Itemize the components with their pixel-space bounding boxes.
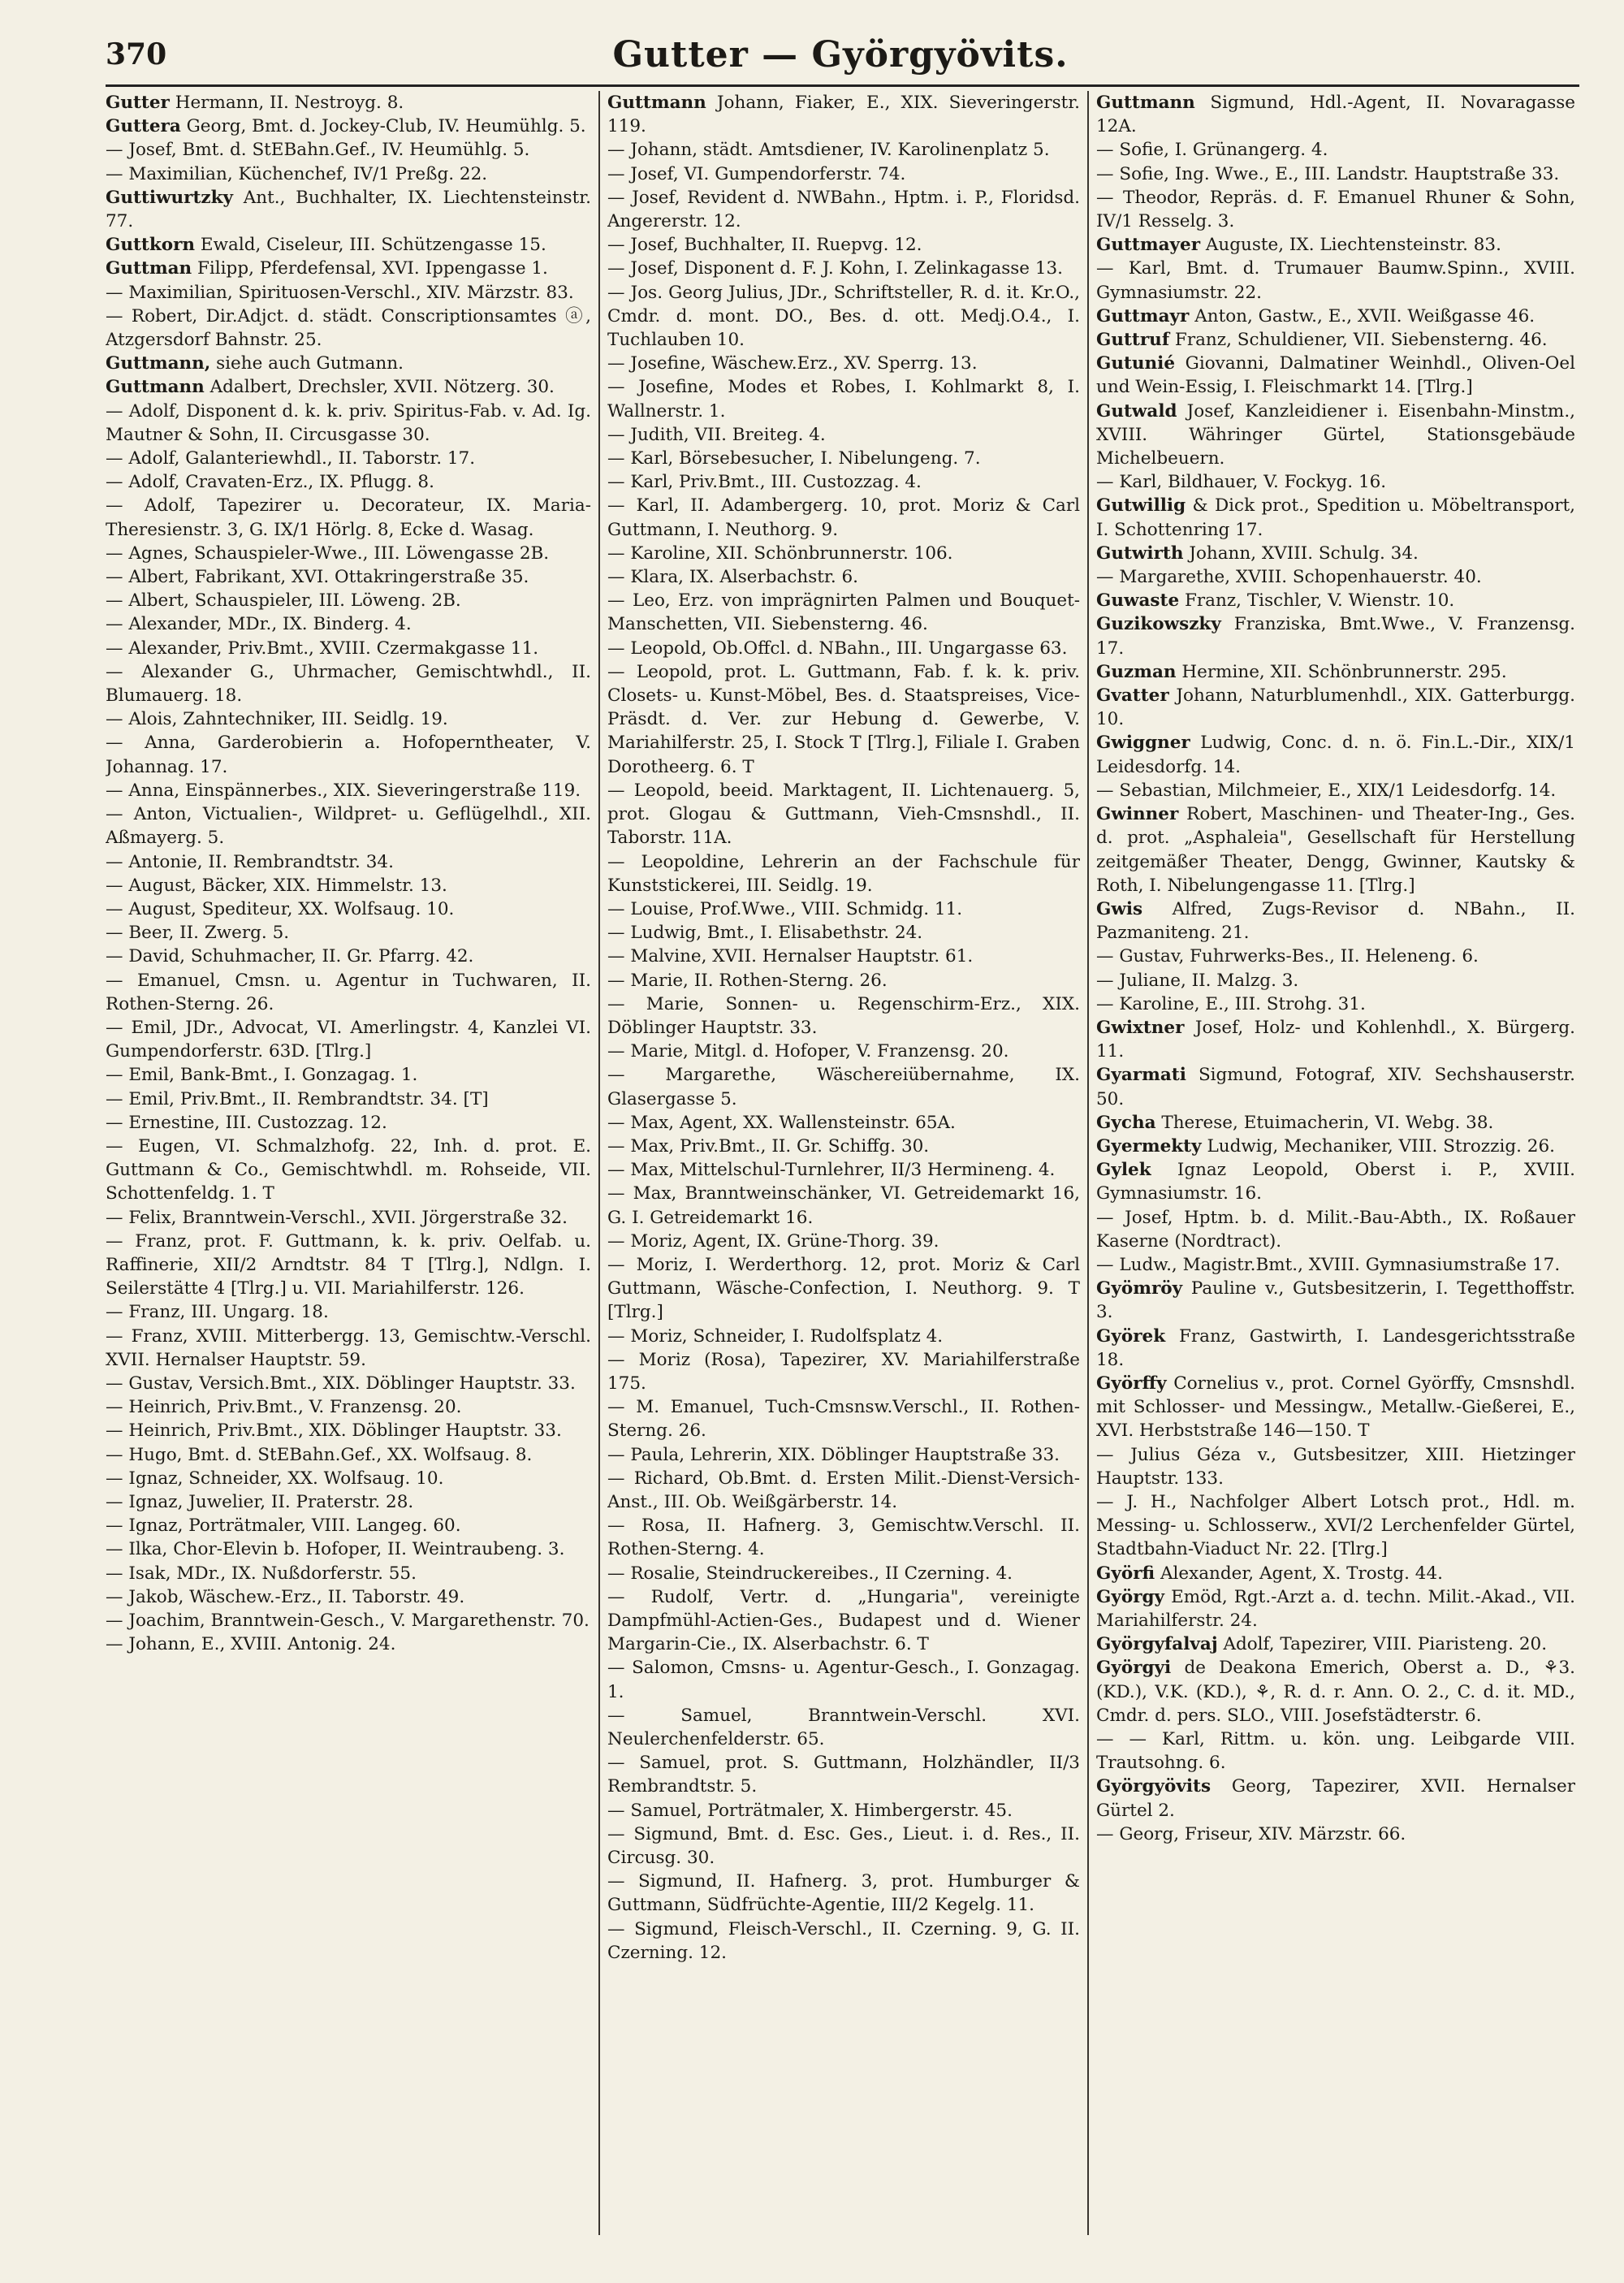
directory-entry: — Karl, Priv.Bmt., III. Custozzag. 4. — [607, 472, 922, 493]
entry-surname: Györgyfalvaj — [1096, 1634, 1218, 1655]
directory-entry: Gutwald Josef, Kanzleidiener i. Eisenbahn-Minstm., XVIII. Währinger Gürtel, Stationsgebäude Michelbeuern. — [1096, 400, 1575, 469]
directory-entry: — Hugo, Bmt. d. StEBahn.Gef., XX. Wolfsaug. 8. — [106, 1444, 533, 1465]
entry-surname: Gyömröy — [1096, 1278, 1183, 1299]
directory-entry: — Heinrich, Priv.Bmt., XIX. Döblinger Hauptstr. 33. — [106, 1420, 562, 1442]
entry-surname: Guttera — [106, 116, 181, 137]
directory-entry: — Klara, IX. Alserbachstr. 6. — [607, 567, 858, 588]
directory-entry: — Max, Mittelschul-Turnlehrer, II/3 Hermineng. 4. — [607, 1160, 1056, 1181]
entry-surname: Gycha — [1096, 1112, 1156, 1133]
directory-entry: — Moriz, I. Werderthorg. 12, prot. Moriz & Carl Guttmann, Wäsche-Confection, I. Neuthorg. 9. T [Tlrg.] — [607, 1254, 1080, 1323]
directory-entry: — Antonie, II. Rembrandtstr. 34. — [106, 851, 394, 872]
entry-surname: Guttmann — [106, 377, 205, 398]
directory-entry: Gycha Therese, Etuimacherin, VI. Webg. 38. — [1096, 1112, 1494, 1133]
directory-entry: Guttiwurtzky Ant., Buchhalter, IX. Liechtensteinstr. 77. — [106, 187, 591, 232]
directory-entry: — August, Bäcker, XIX. Himmelstr. 13. — [106, 875, 447, 896]
directory-entry: — Samuel, prot. S. Guttmann, Holzhändler, II/3 Rembrandtstr. 5. — [607, 1753, 1080, 1797]
entry-surname: Gutwirth — [1096, 543, 1184, 564]
directory-entry: Györgyövits Georg, Tapezirer, XVII. Hernalser Gürtel 2. — [1096, 1776, 1575, 1821]
directory-entry: — Julius Géza v., Gutsbesitzer, XIII. Hietzinger Hauptstr. 133. — [1096, 1444, 1575, 1489]
column-divider — [1087, 91, 1089, 2235]
directory-entry: — Salomon, Cmsns- u. Agentur-Gesch., I. Gonzagag. 1. — [607, 1658, 1080, 1702]
column-divider — [598, 91, 600, 2235]
directory-entry: — Samuel, Branntwein-Verschl. XVI. Neulerchenfelderstr. 65. — [607, 1705, 1080, 1750]
directory-entry: Gwinner Robert, Maschinen- und Theater-Ing., Ges. d. prot. „Asphaleia", Gesellschaft für Herstellung zeitgemäßer Theater, Dengg, Gwinner, Kautsky & Roth, I. Nibelungengasse 11. [Tlrg.] — [1096, 804, 1575, 896]
directory-entry: Guttmann Adalbert, Drechsler, XVII. Nötzerg. 30. — [106, 377, 555, 398]
directory-entry: Gutwirth Johann, XVIII. Schulg. 34. — [1096, 543, 1419, 564]
directory-entry: György Emöd, Rgt.-Arzt a. d. techn. Milit.-Akad., VII. Mariahilferstr. 24. — [1096, 1586, 1575, 1631]
directory-entry: — Karoline, XII. Schönbrunnerstr. 106. — [607, 543, 953, 564]
directory-entry: Gyömröy Pauline v., Gutsbesitzerin, I. Tegetthoffstr. 3. — [1096, 1278, 1575, 1323]
entry-surname: György — [1096, 1586, 1165, 1607]
directory-entry: — Alois, Zahntechniker, III. Seidlg. 19. — [106, 709, 448, 730]
directory-entry: — Anton, Victualien-, Wildpret- u. Geflügelhdl., XII. Aßmayerg. 5. — [106, 804, 591, 849]
directory-entry: — Marie, Mitgl. d. Hofoper, V. Franzensg. 20. — [607, 1041, 1009, 1062]
directory-entry: Gylek Ignaz Leopold, Oberst i. P., XVIII. Gymnasiumstr. 16. — [1096, 1160, 1575, 1204]
directory-entry: — Josefine, Modes et Robes, I. Kohlmarkt 8, I. Wallnerstr. 1. — [607, 377, 1080, 422]
directory-entry: — Adolf, Galanteriewhdl., II. Taborstr. 17. — [106, 448, 476, 469]
directory-entry: — Emil, Bank-Bmt., I. Gonzagag. 1. — [106, 1065, 418, 1086]
directory-entry: — Josef, Disponent d. F. J. Kohn, I. Zelinkagasse 13. — [607, 258, 1064, 279]
entry-surname: Gutwald — [1096, 400, 1177, 422]
entry-surname: Györgyi — [1096, 1658, 1172, 1679]
entry-surname: Gutunié — [1096, 353, 1176, 374]
directory-entry: — Louise, Prof.Wwe., VIII. Schmidg. 11. — [607, 898, 963, 919]
directory-entry: — Sigmund, Fleisch-Verschl., II. Czerning. 9, G. II. Czerning. 12. — [607, 1918, 1080, 1963]
directory-entry: — — Karl, Rittm. u. kön. ung. Leibgarde VIII. Trautsohng. 6. — [1096, 1729, 1575, 1774]
directory-entry: — Anna, Garderobierin a. Hofoperntheater, V. Johannag. 17. — [106, 733, 591, 777]
page-number: 370 — [106, 37, 167, 71]
entry-surname: Györffy — [1096, 1373, 1167, 1394]
directory-entry: Gutter Hermann, II. Nestroyg. 8. — [106, 93, 404, 113]
directory-entry: — Emil, Priv.Bmt., II. Rembrandtstr. 34. [T] — [106, 1088, 489, 1109]
directory-entry: — Georg, Friseur, XIV. Märzstr. 66. — [1096, 1823, 1406, 1844]
entry-surname: Gvatter — [1096, 685, 1169, 707]
directory-entry: — Maximilian, Spirituosen-Verschl., XIV. Märzstr. 83. — [106, 282, 574, 303]
directory-entry: Gutwillig & Dick prot., Spedition u. Möbeltransport, I. Schottenring 17. — [1096, 495, 1575, 540]
directory-entry: — Leopold, prot. L. Guttmann, Fab. f. k. k. priv. Closets- u. Kunst-Möbel, Bes. d. Staatspreises, Vice-Präsdt. d. Ver. zur Hebung d. Gewerbe, V. Mariahilferstr. 25, I. Stock T [Tlrg.], Filiale I. Graben Dorotheerg. 6. T — [607, 661, 1080, 777]
directory-entry: — Sofie, Ing. Wwe., E., III. Landstr. Hauptstraße 33. — [1096, 163, 1560, 184]
directory-entry: — Margarethe, XVIII. Schopenhauerstr. 40. — [1096, 567, 1482, 588]
directory-entry: Guttmann Johann, Fiaker, E., XIX. Sieveringerstr. 119. — [607, 93, 1080, 137]
directory-entry: — August, Spediteur, XX. Wolfsaug. 10. — [106, 898, 455, 919]
directory-entry: — Max, Agent, XX. Wallensteinstr. 65A. — [607, 1112, 956, 1133]
directory-entry: Guttmayr Anton, Gastw., E., XVII. Weißgasse 46. — [1096, 305, 1535, 326]
directory-entry: Györfi Alexander, Agent, X. Trostg. 44. — [1096, 1563, 1443, 1584]
directory-entry: — Ignaz, Porträtmaler, VIII. Langeg. 60. — [106, 1516, 461, 1537]
directory-entry: Gyarmati Sigmund, Fotograf, XIV. Sechshauserstr. 50. — [1096, 1065, 1575, 1109]
entry-surname: Györfi — [1096, 1563, 1155, 1584]
directory-entry: Gutunié Giovanni, Dalmatiner Weinhdl., Oliven-Oel und Wein-Essig, I. Fleischmarkt 14. [Tlrg.] — [1096, 353, 1575, 398]
directory-entry: — Albert, Schauspieler, III. Löweng. 2B. — [106, 590, 461, 612]
directory-entry: — Johann, städt. Amtsdiener, IV. Karolinenplatz 5. — [607, 140, 1050, 161]
directory-entry: — Theodor, Repräs. d. F. Emanuel Rhuner & Sohn, IV/1 Resselg. 3. — [1096, 187, 1575, 232]
directory-entry: — Samuel, Porträtmaler, X. Himbergerstr. 45. — [607, 1800, 1013, 1821]
entry-surname: Gyarmati — [1096, 1065, 1186, 1086]
entry-surname: Guttmann — [607, 93, 706, 113]
directory-entry: Guwaste Franz, Tischler, V. Wienstr. 10. — [1096, 590, 1455, 612]
entry-surname: Guzikowszky — [1096, 614, 1221, 635]
directory-entry: — Heinrich, Priv.Bmt., V. Franzensg. 20. — [106, 1397, 462, 1418]
directory-entry: — Ignaz, Schneider, XX. Wolfsaug. 10. — [106, 1468, 444, 1489]
directory-entry: — Ignaz, Juwelier, II. Praterstr. 28. — [106, 1491, 414, 1512]
directory-entry: — David, Schuhmacher, II. Gr. Pfarrg. 42. — [106, 946, 474, 967]
directory-entry: — Ernestine, III. Custozzag. 12. — [106, 1112, 387, 1133]
directory-entry: — Adolf, Tapezirer u. Decorateur, IX. Maria-Theresienstr. 3, G. IX/1 Hörlg. 8, Ecke d. Wasag. — [106, 495, 591, 540]
directory-entry: — Ilka, Chor-Elevin b. Hofoper, II. Weintraubeng. 3. — [106, 1539, 565, 1560]
entry-surname: Guttiwurtzky — [106, 187, 234, 208]
directory-entry: — J. H., Nachfolger Albert Lotsch prot., Hdl. m. Messing- u. Schlosserw., XVI/2 Lerchenfelder Gürtel, Stadtbahn-Viaduct Nr. 22. [Tlrg.] — [1096, 1491, 1575, 1560]
directory-entry: — Sigmund, Bmt. d. Esc. Ges., Lieut. i. d. Res., II. Circusg. 30. — [607, 1823, 1080, 1869]
directory-entry: — Marie, II. Rothen-Sterng. 26. — [607, 970, 888, 991]
directory-entry: Gyermekty Ludwig, Mechaniker, VIII. Strozzig. 26. — [1096, 1135, 1555, 1157]
directory-entry: Guzikowszky Franziska, Bmt.Wwe., V. Franzensg. 17. — [1096, 614, 1575, 659]
directory-entry: — Josefine, Wäschew.Erz., XV. Sperrg. 13. — [607, 353, 978, 374]
entry-surname: Guttmann, — [106, 353, 211, 374]
directory-entry: Guttkorn Ewald, Ciseleur, III. Schützengasse 15. — [106, 235, 546, 256]
directory-entry: — Josef, Revident d. NWBahn., Hptm. i. P., Floridsd. Angererstr. 12. — [607, 187, 1080, 232]
directory-entry: — Sofie, I. Grünangerg. 4. — [1096, 140, 1328, 161]
entry-surname: Guwaste — [1096, 590, 1180, 612]
directory-entry: — Moriz (Rosa), Tapezirer, XV. Mariahilferstraße 175. — [607, 1349, 1080, 1394]
directory-entry: — Franz, III. Ungarg. 18. — [106, 1302, 329, 1323]
directory-entry: — Sigmund, II. Hafnerg. 3, prot. Humburger & Guttmann, Südfrüchte-Agentie, III/2 Kegelg. 11. — [607, 1871, 1080, 1916]
entry-surname: Györgyövits — [1096, 1776, 1212, 1797]
directory-entry: — Franz, prot. F. Guttmann, k. k. priv. Oelfab. u. Raffinerie, XII/2 Arndtstr. 84 T [Tlrg.], Ndlgn. I. Seilerstätte 4 [Tlrg.] u. VII. Mariahilferstr. 126. — [106, 1230, 591, 1299]
directory-entry: — Joachim, Branntwein-Gesch., V. Margarethenstr. 70. — [106, 1611, 590, 1631]
directory-entry: Györffy Cornelius v., prot. Cornel Györffy, Cmsnshdl. mit Schlosser- und Messingw., Metallw.-Gießerei, E., XVI. Herbststraße 146—150. T — [1096, 1373, 1575, 1442]
directory-entry: — Agnes, Schauspieler-Wwe., III. Löwengasse 2B. — [106, 543, 550, 564]
directory-entry: — Eugen, VI. Schmalzhofg. 22, Inh. d. prot. E. Guttmann & Co., Gemischtwhdl. m. Rohseide, VII. Schottenfeldg. 1. T — [106, 1135, 591, 1204]
directory-entry: Guttera Georg, Bmt. d. Jockey-Club, IV. Heumühlg. 5. — [106, 116, 586, 137]
directory-entry: — Karoline, E., III. Strohg. 31. — [1096, 993, 1366, 1014]
directory-entry: — Leo, Erz. von imprägnirten Palmen und Bouquet-Manschetten, VII. Siebensterng. 46. — [607, 590, 1080, 635]
directory-entry: — Sebastian, Milchmeier, E., XIX/1 Leidesdorfg. 14. — [1096, 780, 1557, 801]
directory-entry: — Adolf, Disponent d. k. k. priv. Spiritus-Fab. v. Ad. Ig. Mautner & Sohn, II. Circusgasse 30. — [106, 400, 591, 445]
directory-entry: — Alexander, MDr., IX. Binderg. 4. — [106, 614, 412, 635]
directory-entry: — Max, Priv.Bmt., II. Gr. Schiffg. 30. — [607, 1135, 930, 1157]
page-header — [106, 34, 1575, 80]
directory-entry: Guzman Hermine, XII. Schönbrunnerstr. 295. — [1096, 661, 1507, 682]
directory-entry: — Margarethe, Wäschereiübernahme, IX. Glasergasse 5. — [607, 1065, 1080, 1109]
directory-entry: — Paula, Lehrerin, XIX. Döblinger Hauptstraße 33. — [607, 1444, 1060, 1465]
entry-surname: Guttmayr — [1096, 305, 1190, 326]
directory-entry: Guttmann Sigmund, Hdl.-Agent, II. Novaragasse 12A. — [1096, 93, 1575, 137]
directory-entry: — Rosa, II. Hafnerg. 3, Gemischtw.Verschl. II. Rothen-Sterng. 4. — [607, 1516, 1080, 1560]
entry-surname: Guttruf — [1096, 330, 1170, 351]
directory-entry: — Emil, JDr., Advocat, VI. Amerlingstr. 4, Kanzlei VI. Gumpendorferstr. 63D. [Tlrg.] — [106, 1017, 591, 1062]
directory-entry: — Gustav, Fuhrwerks-Bes., II. Heleneng. 6. — [1096, 946, 1479, 967]
entry-surname: Guttman — [106, 258, 192, 279]
column-left — [106, 91, 591, 2235]
directory-entry: — Felix, Branntwein-Verschl., XVII. Jörgerstraße 32. — [106, 1207, 568, 1228]
directory-entry: — Ludwig, Bmt., I. Elisabethstr. 24. — [607, 923, 923, 944]
directory-entry: — Karl, Bildhauer, V. Fockyg. 16. — [1096, 472, 1387, 493]
page-title: Gutter — Györgyövits. — [612, 34, 1069, 76]
directory-entry: — Josef, Bmt. d. StEBahn.Gef., IV. Heumühlg. 5. — [106, 140, 530, 161]
directory-entry: — Rosalie, Steindruckereibes., II Czerning. 4. — [607, 1563, 1013, 1584]
entry-surname: Gyermekty — [1096, 1135, 1202, 1157]
directory-entry: — Moriz, Agent, IX. Grüne-Thorg. 39. — [607, 1230, 939, 1252]
directory-entry: — Karl, Bmt. d. Trumauer Baumw.Spinn., XVIII. Gymnasiumstr. 22. — [1096, 258, 1575, 303]
directory-entry: — Richard, Ob.Bmt. d. Ersten Milit.-Dienst-Versich-Anst., III. Ob. Weißgärberstr. 14. — [607, 1468, 1080, 1512]
entry-surname: Guttmann — [1096, 93, 1195, 113]
directory-entry: Györek Franz, Gastwirth, I. Landesgerichtsstraße 18. — [1096, 1325, 1575, 1370]
entry-surname: Györek — [1096, 1325, 1166, 1347]
directory-entry: — Albert, Fabrikant, XVI. Ottakringerstraße 35. — [106, 567, 529, 588]
directory-entry: — Emanuel, Cmsn. u. Agentur in Tuchwaren, II. Rothen-Sterng. 26. — [106, 970, 591, 1014]
directory-entry: — Johann, E., XVIII. Antonig. 24. — [106, 1634, 396, 1655]
column-right — [1096, 91, 1575, 2235]
directory-entry: Guttmayer Auguste, IX. Liechtensteinstr. 83. — [1096, 235, 1501, 256]
directory-entry: — Adolf, Cravaten-Erz., IX. Pflugg. 8. — [106, 472, 434, 493]
entry-surname: Gutwillig — [1096, 495, 1186, 517]
directory-entry: Gvatter Johann, Naturblumenhdl., XIX. Gatterburgg. 10. — [1096, 685, 1575, 730]
directory-entry: Györgyfalvaj Adolf, Tapezirer, VIII. Piaristeng. 20. — [1096, 1634, 1548, 1655]
directory-entry: Gwis Alfred, Zugs-Revisor d. NBahn., II. Pazmaniteng. 21. — [1096, 898, 1575, 944]
directory-entry: — Isak, MDr., IX. Nußdorferstr. 55. — [106, 1563, 417, 1584]
directory-entry: — Max, Branntweinschänker, VI. Getreidemarkt 16, G. I. Getreidemarkt 16. — [607, 1183, 1080, 1228]
directory-entry: Guttman Filipp, Pferdefensal, XVI. Ippengasse 1. — [106, 258, 548, 279]
directory-entry: — Rudolf, Vertr. d. „Hungaria", vereinigte Dampfmühl-Actien-Ges., Budapest und d. Wiener Margarin-Cie., IX. Alserbachstr. 6. T — [607, 1586, 1080, 1655]
directory-entry: — Leopoldine, Lehrerin an der Fachschule für Kunststickerei, III. Seidlg. 19. — [607, 851, 1080, 896]
directory-entry: Guttruf Franz, Schuldiener, VII. Siebensterng. 46. — [1096, 330, 1548, 351]
directory-entry: — Marie, Sonnen- u. Regenschirm-Erz., XIX. Döblinger Hauptstr. 33. — [607, 993, 1080, 1038]
directory-entry: Gwiggner Ludwig, Conc. d. n. ö. Fin.L.-Dir., XIX/1 Leidesdorfg. 14. — [1096, 733, 1575, 777]
directory-entry: — Alexander G., Uhrmacher, Gemischtwhdl., II. Blumauerg. 18. — [106, 661, 591, 707]
header-rule — [106, 84, 1579, 87]
directory-entry: — Juliane, II. Malzg. 3. — [1096, 970, 1299, 991]
entry-surname: Guzman — [1096, 661, 1177, 682]
entry-surname: Gwixtner — [1096, 1017, 1185, 1038]
directory-entry: — Josef, VI. Gumpendorferstr. 74. — [607, 163, 906, 184]
directory-entry: — Karl, Börsebesucher, I. Nibelungeng. 7. — [607, 448, 981, 469]
entry-surname: Guttmayer — [1096, 235, 1201, 256]
directory-entry: — M. Emanuel, Tuch-Cmsnsw.Verschl., II. Rothen-Sterng. 26. — [607, 1397, 1080, 1442]
column-middle — [607, 91, 1080, 2235]
directory-entry: — Moriz, Schneider, I. Rudolfsplatz 4. — [607, 1325, 944, 1347]
directory-entry: — Josef, Hptm. b. d. Milit.-Bau-Abth., IX. Roßauer Kaserne (Nordtract). — [1096, 1207, 1575, 1252]
directory-entry: — Gustav, Versich.Bmt., XIX. Döblinger Hauptstr. 33. — [106, 1373, 576, 1394]
directory-entry: — Franz, XVIII. Mitterbergg. 13, Gemischtw.-Verschl. XVII. Hernalser Hauptstr. 59. — [106, 1325, 591, 1370]
directory-entry: — Josef, Buchhalter, II. Ruepvg. 12. — [607, 235, 922, 256]
directory-entry: — Robert, Dir.Adjct. d. städt. Conscriptionsamtes ⓐ, Atzgersdorf Bahnstr. 25. — [106, 305, 591, 351]
entry-surname: Guttkorn — [106, 235, 196, 256]
directory-entry: — Maximilian, Küchenchef, IV/1 Preßg. 22. — [106, 163, 488, 184]
directory-entry: Györgyi de Deakona Emerich, Oberst a. D., ⚘3. (KD.), V.K. (KD.), ⚘, R. d. r. Ann. O. 2., C. d. it. MD., Cmdr. d. pers. SLO., VIII. Josefstädterstr. 6. — [1096, 1658, 1575, 1726]
entry-surname: Gwinner — [1096, 804, 1179, 825]
directory-entry: — Ludw., Magistr.Bmt., XVIII. Gymnasiumstraße 17. — [1096, 1254, 1561, 1275]
directory-entry: — Jakob, Wäschew.-Erz., II. Taborstr. 49. — [106, 1586, 465, 1607]
directory-entry: Guttmann, siehe auch Gutmann. — [106, 353, 404, 374]
directory-entry: — Beer, II. Zwerg. 5. — [106, 923, 290, 944]
directory-entry: — Leopold, Ob.Offcl. d. NBahn., III. Ungargasse 63. — [607, 638, 1068, 659]
directory-entry: Gwixtner Josef, Holz- und Kohlenhdl., X. Bürgerg. 11. — [1096, 1017, 1575, 1062]
directory-entry: — Anna, Einspännerbes., XIX. Sieveringerstraße 119. — [106, 780, 581, 801]
entry-surname: Gwis — [1096, 898, 1143, 919]
entry-surname: Gylek — [1096, 1160, 1151, 1181]
directory-entry: — Malvine, XVII. Hernalser Hauptstr. 61. — [607, 946, 974, 967]
entry-surname: Gwiggner — [1096, 733, 1190, 754]
directory-entry: — Judith, VII. Breiteg. 4. — [607, 424, 826, 445]
directory-entry: — Jos. Georg Julius, JDr., Schriftsteller, R. d. it. Kr.O., Cmdr. d. mont. DO., Bes. d. ott. Medj.O.4., I. Tuchlauben 10. — [607, 282, 1080, 351]
directory-entry: — Leopold, beeid. Marktagent, II. Lichtenauerg. 5, prot. Glogau & Guttmann, Vieh-Cmsnshdl., II. Taborstr. 11A. — [607, 780, 1080, 849]
directory-entry: — Alexander, Priv.Bmt., XVIII. Czermakgasse 11. — [106, 638, 539, 659]
entry-surname: Gutter — [106, 93, 170, 113]
directory-entry: — Karl, II. Adambergerg. 10, prot. Moriz & Carl Guttmann, I. Neuthorg. 9. — [607, 495, 1080, 540]
